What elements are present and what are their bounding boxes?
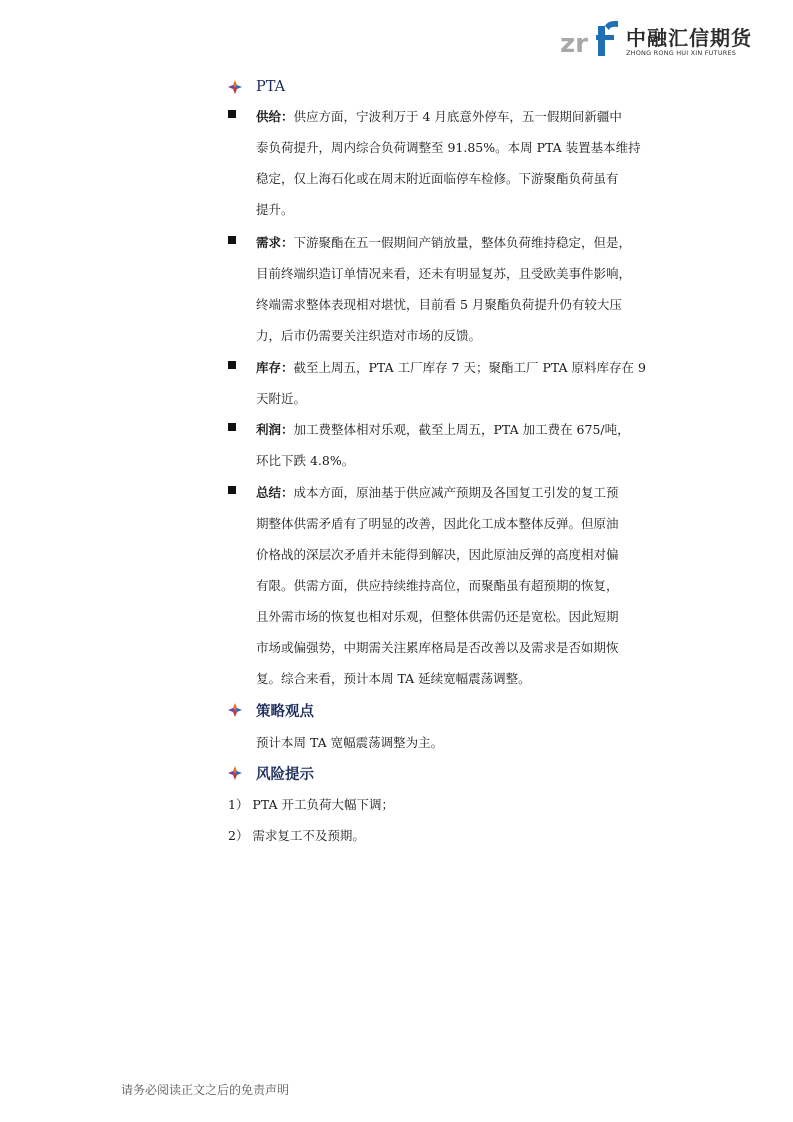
profit-paragraph: [228, 414, 668, 476]
demand-label: 需求：: [256, 235, 294, 250]
inventory-line-2: 天附近。: [256, 391, 307, 406]
zrf-logo-icon: [560, 18, 622, 64]
square-bullet-icon: [228, 361, 236, 369]
inventory-line-1: 库存：截至上周五，PTA 工厂库存 7 天；聚酯工厂 PTA 原料库存在 9: [256, 360, 646, 375]
supply-line-2: 泰负荷提升，周内综合负荷调整至 91.85%。本周 PTA 装置基本维持: [256, 140, 641, 155]
svg-text:zr: zr: [560, 29, 588, 59]
summary-line-4: 有限。供需方面，供应持续维持高位，而聚酯虽有超预期的恢复，: [256, 578, 619, 593]
section-heading-pta: [228, 76, 285, 98]
demand-line-2: 目前终端织造订单情况来看，还未有明显复苏，且受欧美事件影响，: [256, 266, 632, 281]
section-heading-risk: [228, 762, 314, 784]
summary-line-6: 市场或偏强势，中期需关注累库格局是否改善以及需求是否如期恢: [256, 640, 619, 655]
risk-item-2: 2） 需求复工不及预期。: [228, 828, 365, 843]
square-bullet-icon: [228, 110, 236, 118]
inventory-paragraph: [228, 352, 668, 414]
supply-label: 供给：: [256, 109, 294, 124]
square-bullet-icon: [228, 486, 236, 494]
demand-paragraph: [228, 227, 668, 351]
profit-line-2: 环比下跌 4.8%。: [256, 453, 355, 468]
summary-line-2: 期整体供需矛盾有了明显的改善，因此化工成本整体反弹。但原油: [256, 516, 619, 531]
logo-chinese-name: 中融汇信期货: [626, 26, 752, 50]
profit-label: 利润：: [256, 422, 294, 437]
summary-line-7: 复。综合来看，预计本周 TA 延续宽幅震荡调整。: [256, 671, 531, 686]
square-bullet-icon: [228, 236, 236, 244]
square-bullet-icon: [228, 423, 236, 431]
pta-title: PTA: [256, 79, 286, 95]
diamond-bullet-icon: [228, 766, 242, 780]
supply-paragraph: [228, 101, 668, 225]
section-heading-strategy: [228, 699, 314, 721]
supply-line-4: 提升。: [256, 202, 294, 217]
company-logo: [560, 18, 760, 64]
logo-english-name: ZHONG RONG HUI XIN FUTURES: [626, 49, 737, 57]
supply-line-1: 供给：供应方面，宁波利万于 4 月底意外停车，五一假期间新疆中: [256, 109, 622, 124]
footer-disclaimer: 请务必阅读正文之后的免责声明: [121, 1083, 290, 1097]
inventory-label: 库存：: [256, 360, 294, 375]
strategy-text: 预计本周 TA 宽幅震荡调整为主。: [256, 735, 444, 750]
profit-line-1: 利润：加工费整体相对乐观，截至上周五，PTA 加工费在 675/吨，: [256, 422, 630, 437]
demand-line-1: 需求：下游聚酯在五一假期间产销放量，整体负荷维持稳定，但是，: [256, 235, 632, 250]
diamond-bullet-icon: [228, 703, 242, 717]
risk-item-1: 1） PTA 开工负荷大幅下调；: [228, 797, 394, 812]
summary-line-3: 价格战的深层次矛盾并未能得到解决，因此原油反弹的高度相对偏: [256, 547, 619, 562]
risk-title: 风险提示: [256, 766, 314, 783]
diamond-bullet-icon: [228, 80, 242, 94]
summary-paragraph: [228, 477, 668, 694]
demand-line-4: 力，后市仍需要关注织造对市场的反馈。: [256, 328, 482, 343]
supply-line-3: 稳定，仅上海石化或在周末附近面临停车检修。下游聚酯负荷虽有: [256, 171, 619, 186]
summary-line-1: 总结：成本方面，原油基于供应减产预期及各国复工引发的复工预: [256, 485, 619, 500]
summary-line-5: 且外需市场的恢复也相对乐观，但整体供需仍还是宽松。因此短期: [256, 609, 619, 624]
summary-label: 总结：: [256, 485, 294, 500]
strategy-title: 策略观点: [256, 703, 314, 720]
demand-line-3: 终端需求整体表现相对堪忧，目前看 5 月聚酯负荷提升仍有较大压: [256, 297, 622, 312]
